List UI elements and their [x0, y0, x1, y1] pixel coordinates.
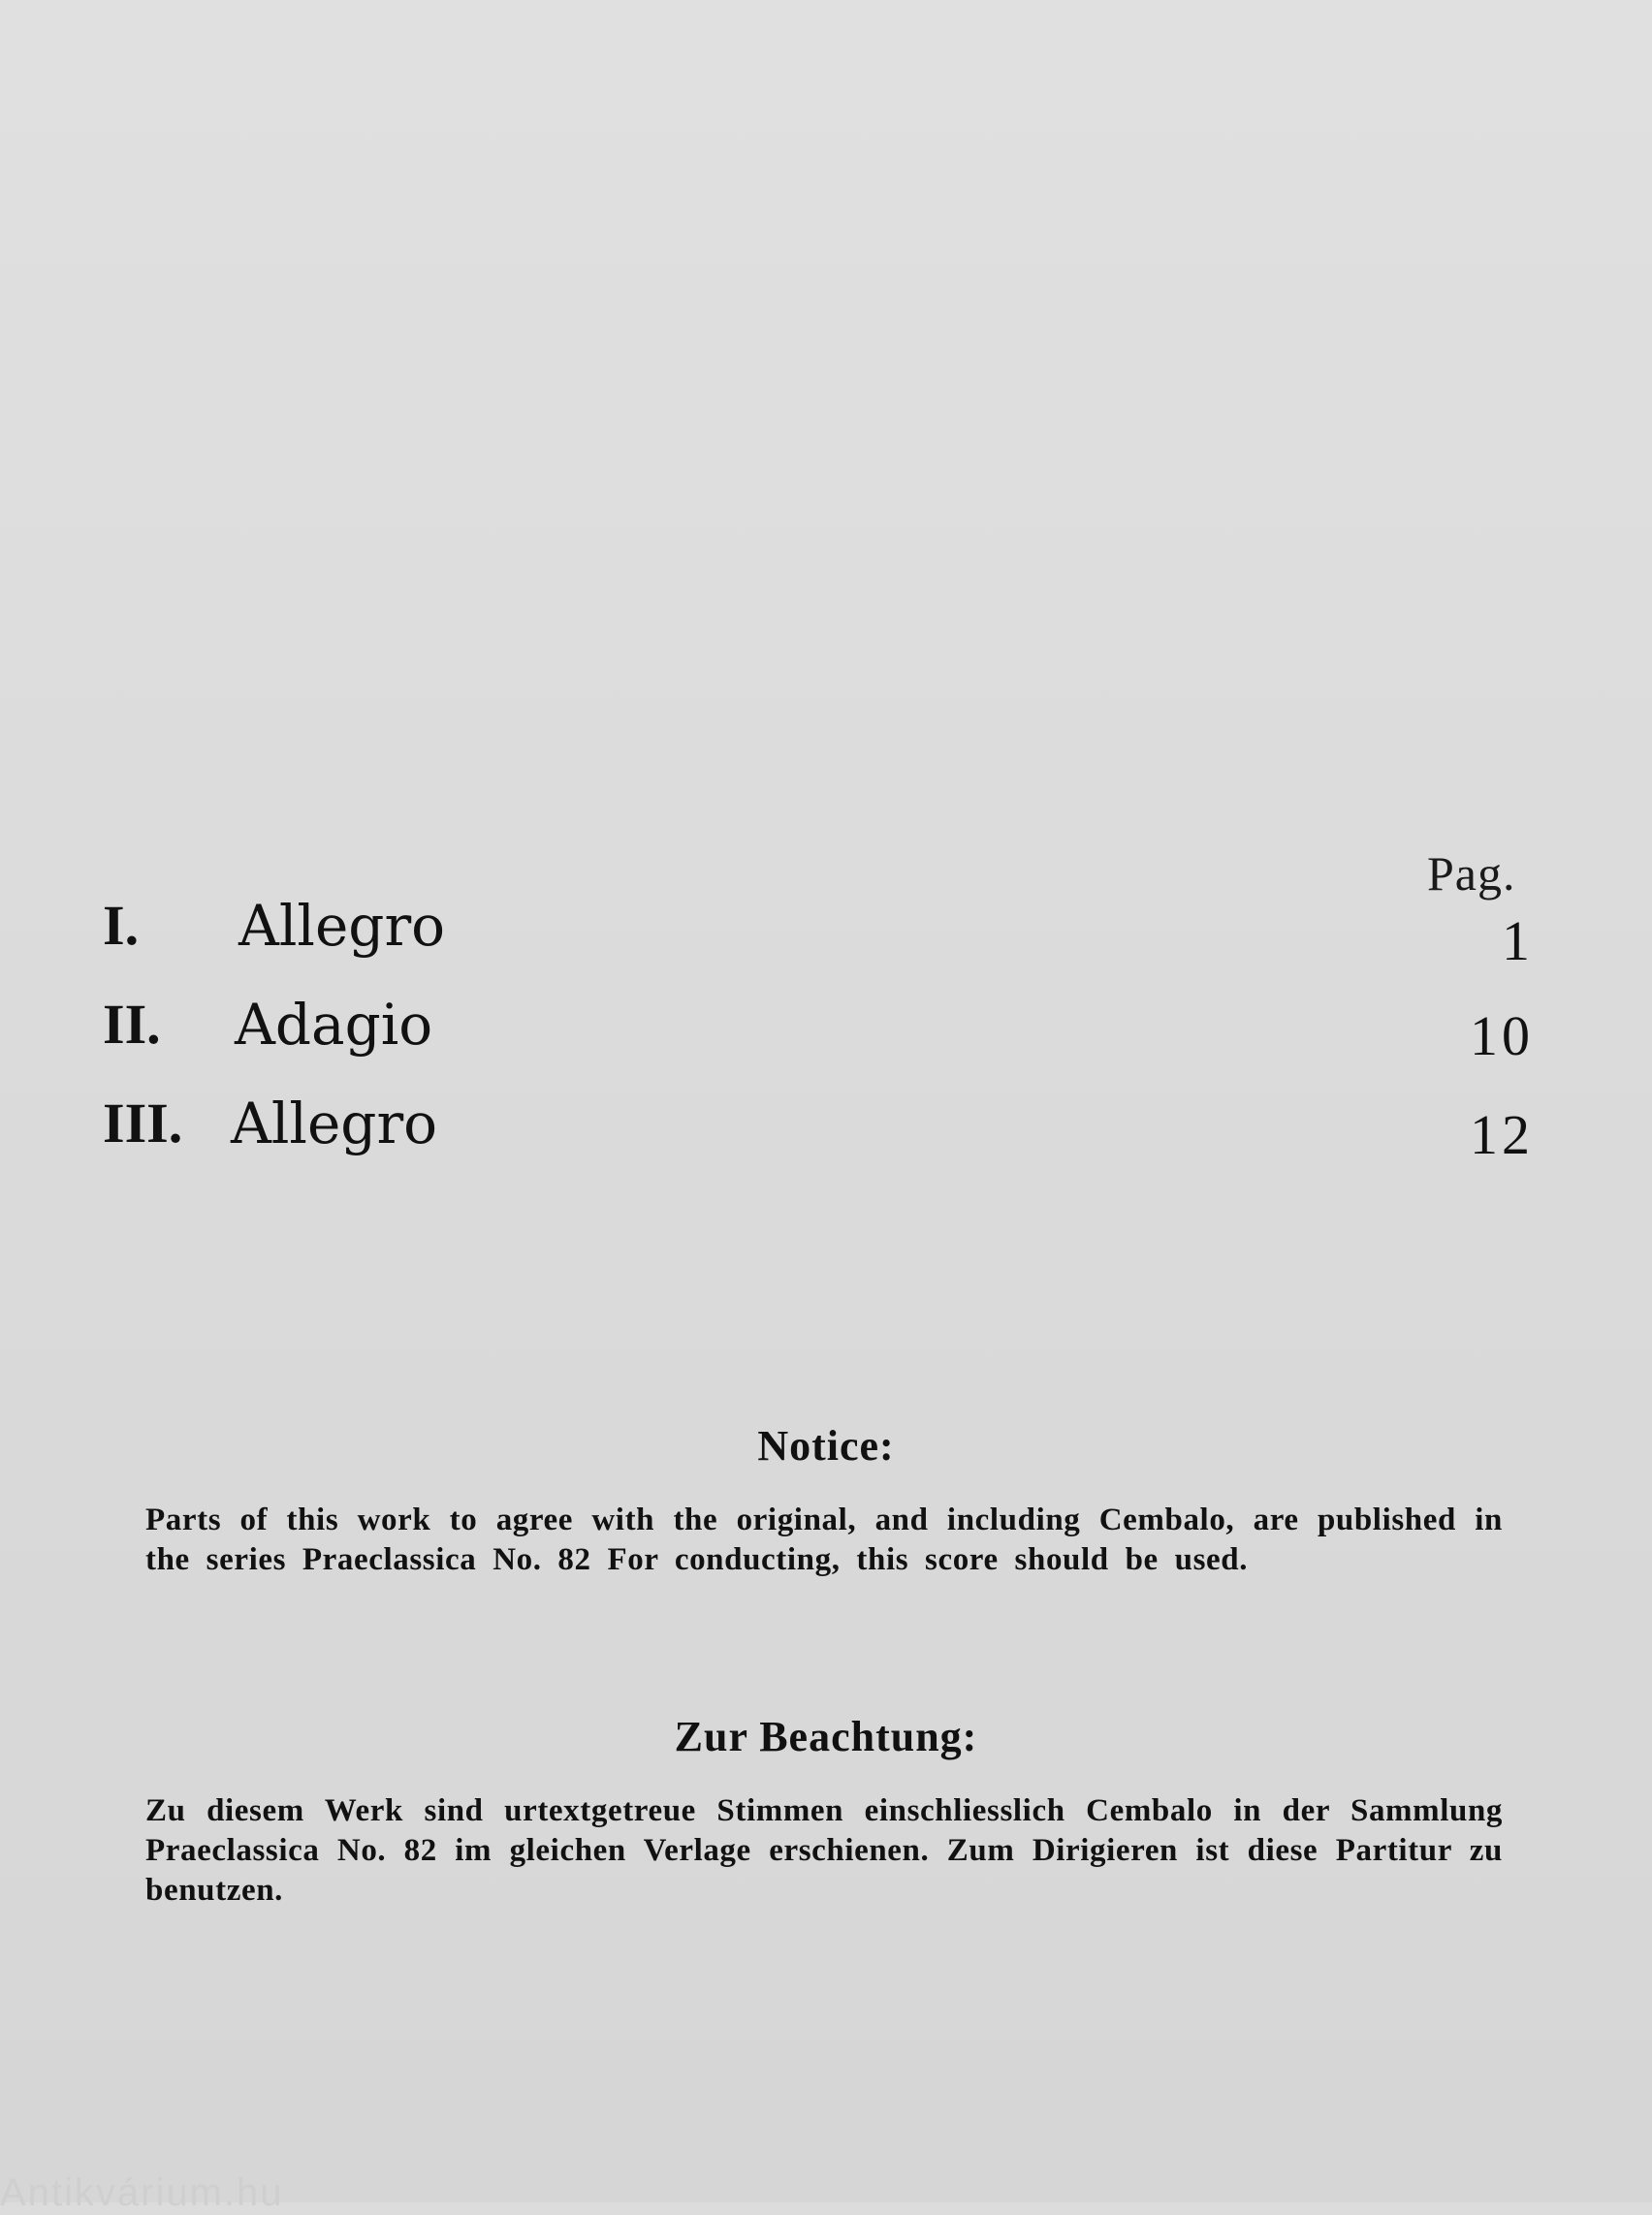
toc-entry: [0, 981, 1652, 1068]
page-column-header: Pag.: [1427, 846, 1516, 901]
toc-entry: [0, 1080, 1652, 1167]
movement-numeral: II.: [103, 993, 161, 1056]
toc-entry: [0, 882, 1652, 972]
movement-page: 1: [1502, 909, 1534, 972]
movement-numeral: III.: [103, 1092, 183, 1155]
movement-title: Adagio: [235, 992, 433, 1058]
beachtung-heading: Zur Beachtung:: [674, 1713, 978, 1760]
watermark: Antikvárium.hu: [0, 2171, 284, 2214]
movement-numeral: I.: [103, 894, 140, 957]
notice-heading: Notice:: [757, 1422, 895, 1470]
beachtung-text: Zu diesem Werk sind urtextgetreue Stimmen einschliesslich Cembalo in der Sammlung Praeclassica No. 82 im gleichen Verlage erschienen. Zum Dirigieren ist diese Partitur zu benutzen.: [145, 1793, 1503, 1908]
movement-page: 10: [1470, 1004, 1534, 1067]
notice-text: Parts of this work to agree with the original, and including Cembalo, are published in the series Praeclassica No. 82 For conducting, this score should be used.: [145, 1503, 1503, 1577]
movement-page: 12: [1470, 1103, 1534, 1166]
movement-title: Allegro: [238, 893, 446, 959]
movement-title: Allegro: [231, 1091, 438, 1156]
